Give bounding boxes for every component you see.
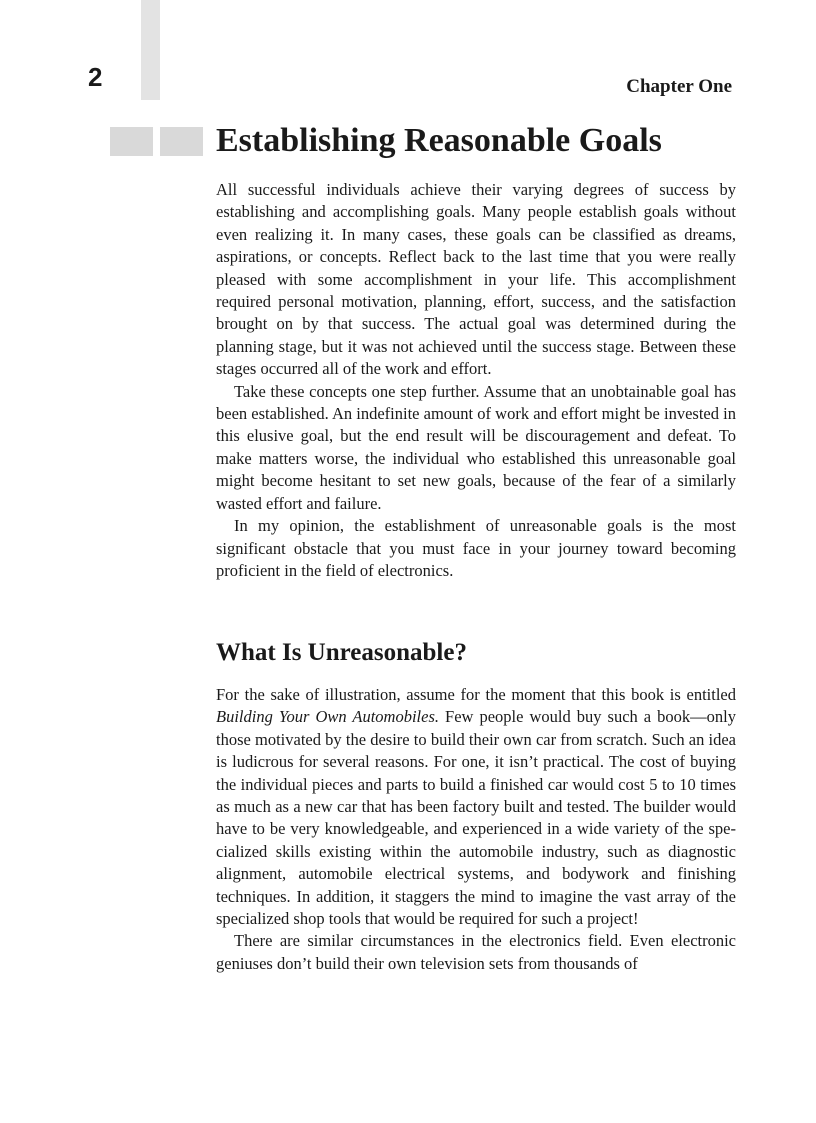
chapter-title: Establishing Reasonable Goals: [216, 122, 662, 159]
heading-decoration-block: [160, 127, 203, 156]
body-paragraph: There are similar circumstances in the electronics field. Even electronic geniuses don’t build their own television sets from thousands of: [216, 931, 736, 973]
section-body: [216, 684, 736, 975]
paragraph-text: For the sake of illustration, assume for the moment that this book is entitled: [216, 685, 736, 704]
page-edge-tab: [141, 0, 160, 100]
running-head: Chapter One: [626, 76, 732, 97]
paragraph-text: Few people would buy such a book—only those motivated by the desire to build their own car from scratch. Such an idea is ludicrous for several reasons. For one, it isn’t practical. The cost of buying the individual pieces and parts to build a finished car would cost 5 to 10 times as much as a new car that has been factory built and tested. The builder would have to be very knowledgeable, and experienced in a wide variety of the specialized skills existing within the automobile industry, such as diagnostic alignment, automobile electrical systems, and bodywork and finishing techniques. In addition, it staggers the mind to imagine the vast array of the specialized shop tools that would be required for such a project!: [216, 707, 736, 929]
body-paragraph: All successful individuals achieve their varying degrees of success by establishing and accomplishing goals. Many people establish goals without even realizing it. In many cases, these goals can be classified as dreams, aspirations, or concepts. Reflect back to the last time that you were really pleased with some accomplishment in your life. This accomplishment required personal motivation, planning, effort, success, and the satisfaction brought on by that success. The actual goal was determined during the planning stage, but it was not achieved until the success stage. Between these stages occurred all of the work and effort.: [216, 180, 736, 379]
heading-decoration-block: [110, 127, 153, 156]
chapter-body: [216, 179, 736, 582]
section-heading: What Is Unreasonable?: [216, 639, 467, 666]
page-number: 2: [88, 62, 103, 92]
book-title-italic: Building Your Own Automobiles.: [216, 707, 439, 727]
body-paragraph: Take these concepts one step further. Assume that an unobtainable goal has been established. An indefinite amount of work and effort might be invested in this elusive goal, but the end result will be discouragement and defeat. To make matters worse, the individual who established this unreasonable goal might become hesitant to set new goals, because of the fear of a similarly wasted effort and failure.: [216, 381, 736, 513]
body-paragraph: In my opinion, the establishment of unreasonable goals is the most significant obstacle that you must face in your journey toward becoming proficient in the field of electronics.: [216, 516, 736, 580]
body-paragraph: [216, 684, 736, 930]
